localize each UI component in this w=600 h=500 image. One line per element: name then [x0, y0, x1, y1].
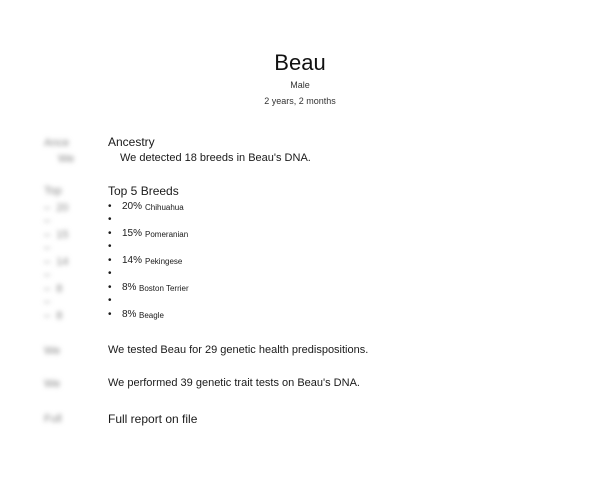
dog-profile-header [0, 50, 600, 107]
breed-percent: 8% [122, 282, 137, 293]
blurred-left-column: Ance We Top – 20 – – 15 – – 14 – – 8 – – 8 We We Full [44, 137, 75, 425]
bullet: • [108, 228, 112, 239]
bullet: • [108, 295, 112, 306]
breed-percent: 15% [122, 228, 143, 239]
ancestry-heading: Ancestry [108, 135, 155, 149]
bullet: • [108, 268, 112, 279]
health-summary: We tested Beau for 29 genetic health predispositions. [108, 344, 369, 356]
breed-name: Beagle [139, 311, 164, 320]
breed-name: Pomeranian [145, 230, 189, 239]
bullet: • [108, 201, 112, 212]
bullet: • [108, 309, 112, 320]
bullet: • [108, 255, 112, 266]
dog-sex: Male [290, 80, 310, 90]
breed-percent: 14% [122, 255, 143, 266]
bullet: • [108, 282, 112, 293]
full-report-link[interactable]: Full report on file [108, 412, 198, 426]
breed-name: Chihuahua [145, 203, 184, 212]
breed-percent: 20% [122, 201, 143, 212]
breed-name: Pekingese [145, 257, 183, 266]
bullet: • [108, 241, 112, 252]
ancestry-detail: We detected 18 breeds in Beau's DNA. [120, 152, 311, 164]
top-breeds-heading: Top 5 Breeds [108, 184, 179, 198]
breed-name: Boston Terrier [139, 284, 189, 293]
breed-percent: 8% [122, 309, 137, 320]
bullet: • [108, 214, 112, 225]
dog-name: Beau [274, 50, 326, 75]
dog-age: 2 years, 2 months [264, 96, 336, 106]
traits-summary: We performed 39 genetic trait tests on Beau's DNA. [108, 377, 360, 389]
